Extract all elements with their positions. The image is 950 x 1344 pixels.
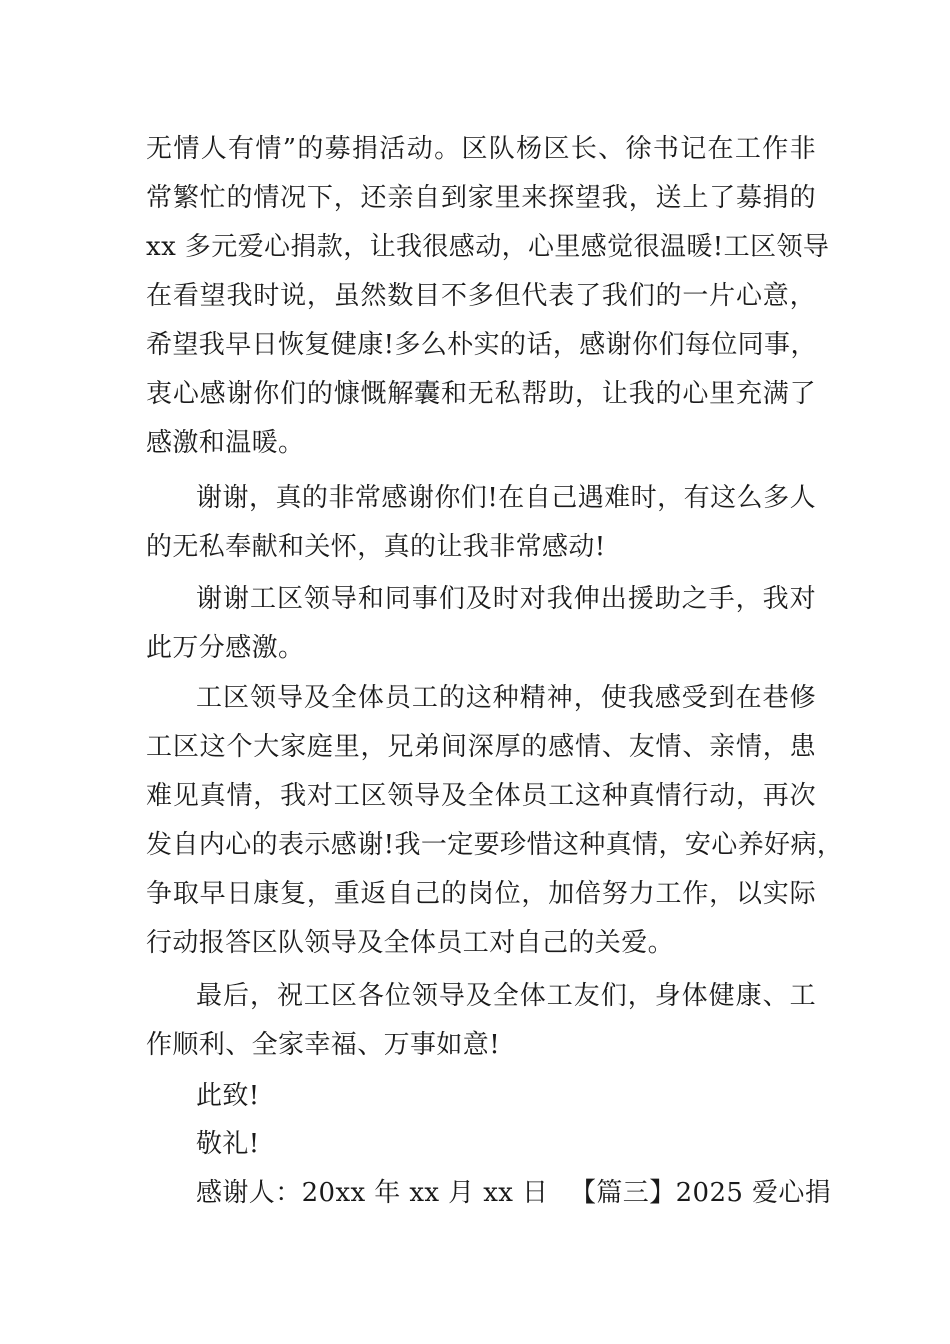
paragraph-2-line-2: 的无私奉献和关怀，真的让我非常感动! bbox=[146, 532, 606, 562]
paragraph-3-line-2: 此万分感激。 bbox=[146, 633, 305, 663]
salutation-cizhi: 此致! bbox=[196, 1081, 260, 1111]
next-section-heading: 【篇三】2025 爱心捐 bbox=[570, 1178, 832, 1208]
signature-date: 感谢人：20xx 年 xx 月 xx 日 bbox=[196, 1178, 549, 1208]
paragraph-2-line-1: 谢谢，真的非常感谢你们!在自己遇难时，有这么多人 bbox=[196, 483, 816, 513]
paragraph-1-line-3: xx 多元爱心捐款，让我很感动，心里感觉很温暖!工区领导 bbox=[146, 232, 830, 262]
paragraph-5-line-1: 最后，祝工区各位领导及全体工友们，身体健康、工 bbox=[196, 981, 816, 1011]
paragraph-4-line-1: 工区领导及全体员工的这种精神，使我感受到在巷修 bbox=[196, 683, 816, 713]
paragraph-1-line-4: 在看望我时说，虽然数目不多但代表了我们的一片心意， bbox=[146, 281, 816, 311]
paragraph-1-line-6: 衷心感谢你们的慷慨解囊和无私帮助，让我的心里充满了 bbox=[146, 379, 816, 409]
paragraph-1-line-5: 希望我早日恢复健康!多么朴实的话，感谢你们每位同事， bbox=[146, 330, 817, 360]
paragraph-4-line-3: 难见真情，我对工区领导及全体员工这种真情行动，再次 bbox=[146, 781, 816, 811]
paragraph-1-line-7: 感激和温暖。 bbox=[146, 428, 305, 458]
paragraph-4-line-4: 发自内心的表示感谢!我一定要珍惜这种真情，安心养好病， bbox=[146, 830, 844, 860]
paragraph-4-line-5: 争取早日康复，重返自己的岗位，加倍努力工作，以实际 bbox=[146, 879, 816, 909]
paragraph-4-line-6: 行动报答区队领导及全体员工对自己的关爱。 bbox=[146, 928, 675, 958]
paragraph-4-line-2: 工区这个大家庭里，兄弟间深厚的感情、友情、亲情，患 bbox=[146, 732, 816, 762]
paragraph-5-line-2: 作顺利、全家幸福、万事如意! bbox=[146, 1030, 501, 1060]
paragraph-1-line-1: 无情人有情”的募捐活动。区队杨区长、徐书记在工作非 bbox=[146, 134, 816, 164]
salutation-jingli: 敬礼! bbox=[196, 1129, 260, 1159]
paragraph-3-line-1: 谢谢工区领导和同事们及时对我伸出援助之手，我对 bbox=[196, 584, 816, 614]
paragraph-1-line-2: 常繁忙的情况下，还亲自到家里来探望我，送上了募捐的 bbox=[146, 183, 816, 213]
